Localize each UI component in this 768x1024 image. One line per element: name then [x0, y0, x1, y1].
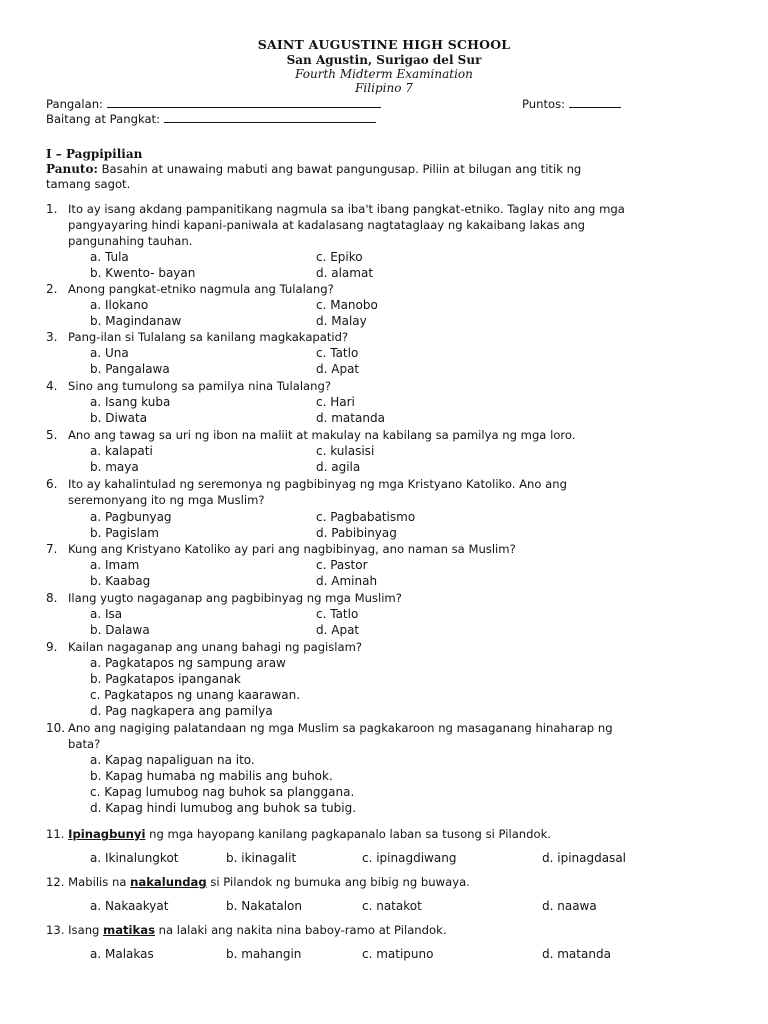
question-pre: Mabilis na: [68, 875, 131, 889]
question-text: pangyayaring hindi kapani-paniwala at kadalasang nagtataglaay ng kakaibang lakas ang: [68, 218, 586, 232]
option-d[interactable]: d. ipinagdasal: [542, 851, 627, 865]
name-field-row: [46, 96, 381, 112]
option-a[interactable]: a. Una: [90, 346, 129, 360]
exam-title: Fourth Midterm Examination: [295, 67, 473, 81]
instruction-line-2: tamang sagot.: [46, 177, 131, 191]
question-text: Ano ang nagiging palatandaan ng mga Muslim sa pagkakaroon ng masaganang hinaharap ng: [68, 721, 613, 735]
question-text: Pang-ilan si Tulalang sa kanilang magkakapatid?: [68, 330, 349, 344]
question-rest: ng mga hayopang kanilang pagkapanalo laban sa tusong si Pilandok.: [145, 827, 551, 841]
option-c[interactable]: c. Pastor: [316, 558, 368, 572]
option-c[interactable]: c. matipuno: [362, 947, 434, 961]
option-d[interactable]: d. Pabibinyag: [316, 526, 397, 540]
question-number: 9.: [46, 640, 58, 654]
option-b[interactable]: b. ikinagalit: [226, 851, 297, 865]
option-b[interactable]: b. Pangalawa: [90, 362, 170, 376]
option-b[interactable]: b. mahangin: [226, 947, 302, 961]
question-number: 6.: [46, 477, 58, 491]
question-text: Kung ang Kristyano Katoliko ay pari ang nagbibinyag, ano naman sa Muslim?: [68, 542, 516, 556]
option-d[interactable]: d. Kapag hindi lumubog ang buhok sa tubig.: [90, 801, 357, 815]
option-d[interactable]: d. Malay: [316, 314, 367, 328]
question-number: 3.: [46, 330, 58, 344]
question-number: 7.: [46, 542, 58, 556]
option-a[interactable]: a. kalapati: [90, 444, 153, 458]
grade-blank[interactable]: [164, 111, 376, 123]
question-rest: si Pilandok ng bumuka ang bibig ng buwaya.: [206, 875, 470, 889]
option-a[interactable]: a. Tula: [90, 250, 129, 264]
question-number: 13.: [46, 923, 65, 937]
question-text: Ano ang tawag sa uri ng ibon na maliit at makulay na kabilang sa pamilya ng mga loro.: [68, 428, 576, 442]
question-number: 11.: [46, 827, 65, 841]
option-c[interactable]: c. Kapag lumubog nag buhok sa planggana.: [90, 785, 355, 799]
question-text: Ito ay isang akdang pampanitikang nagmula sa iba't ibang pangkat-etniko. Taglay nito ang mga: [68, 202, 625, 216]
question-text: Sino ang tumulong sa pamilya nina Tulalang?: [68, 379, 332, 393]
score-label: Puntos:: [522, 97, 566, 111]
question-number: 1.: [46, 202, 58, 216]
option-d[interactable]: d. Apat: [316, 362, 360, 376]
question-number: 5.: [46, 428, 58, 442]
instruction-text: Basahin at unawaing mabuti ang bawat pangungusap. Piliin at bilugan ang titik ng: [97, 162, 582, 176]
option-b[interactable]: b. Kaabag: [90, 574, 151, 588]
underlined-word: matikas: [103, 923, 155, 937]
question-number: 8.: [46, 591, 58, 605]
option-b[interactable]: b. Magindanaw: [90, 314, 182, 328]
question-text: [46, 923, 447, 938]
option-c[interactable]: c. Tatlo: [316, 346, 359, 360]
subject-title: Filipino 7: [355, 81, 413, 95]
option-d[interactable]: d. Aminah: [316, 574, 378, 588]
option-a[interactable]: a. Pagkatapos ng sampung araw: [90, 656, 286, 670]
question-number: 2.: [46, 282, 58, 296]
option-b[interactable]: b. Pagislam: [90, 526, 159, 540]
question-text: Ito ay kahalintulad ng seremonya ng pagbibinyag ng mga Kristyano Katoliko. Ano ang: [68, 477, 567, 491]
question-number: 10.: [46, 721, 66, 735]
instruction-label: Panuto:: [46, 162, 98, 176]
option-b[interactable]: b. Diwata: [90, 411, 148, 425]
question-text: Kailan nagaganap ang unang bahagi ng pagislam?: [68, 640, 363, 654]
option-c[interactable]: c. Manobo: [316, 298, 378, 312]
grade-field-row: [46, 111, 376, 127]
option-d[interactable]: d. matanda: [542, 947, 611, 961]
underlined-word: Ipinagbunyi: [68, 827, 146, 841]
name-label: Pangalan:: [46, 97, 103, 111]
option-a[interactable]: a. Malakas: [90, 947, 154, 961]
option-a[interactable]: a. Kapag napaliguan na ito.: [90, 753, 255, 767]
option-c[interactable]: c. Hari: [316, 395, 355, 409]
option-a[interactable]: a. Isa: [90, 607, 123, 621]
school-name: SAINT AUGUSTINE HIGH SCHOOL: [257, 37, 511, 52]
option-b[interactable]: b. Dalawa: [90, 623, 150, 637]
option-b[interactable]: b. maya: [90, 460, 139, 474]
option-c[interactable]: c. Epiko: [316, 250, 363, 264]
option-b[interactable]: b. Kapag humaba ng mabilis ang buhok.: [90, 769, 333, 783]
question-text: seremonyang ito ng mga Muslim?: [68, 493, 265, 507]
option-c[interactable]: c. natakot: [362, 899, 422, 913]
school-location: San Agustin, Surigao del Sur: [286, 53, 482, 67]
question-text: Ilang yugto nagaganap ang pagbibinyag ng mga Muslim?: [68, 591, 402, 605]
score-field-row: [522, 96, 621, 112]
option-b[interactable]: b. Nakatalon: [226, 899, 303, 913]
question-text: [46, 875, 470, 890]
option-a[interactable]: a. Imam: [90, 558, 140, 572]
option-c[interactable]: c. Pagbabatismo: [316, 510, 416, 524]
option-a[interactable]: a. Isang kuba: [90, 395, 171, 409]
name-blank[interactable]: [107, 96, 381, 108]
question-number: 12.: [46, 875, 65, 889]
instruction-line: [46, 162, 581, 177]
question-text: [46, 827, 551, 842]
score-blank[interactable]: [569, 96, 621, 108]
option-b[interactable]: b. Kwento- bayan: [90, 266, 196, 280]
question-text: bata?: [68, 737, 101, 751]
question-number: 4.: [46, 379, 58, 393]
option-a[interactable]: a. Ilokano: [90, 298, 149, 312]
question-rest: na lalaki ang nakita nina baboy-ramo at Pilandok.: [154, 923, 447, 937]
option-d[interactable]: d. naawa: [542, 899, 597, 913]
question-text: pangunahing tauhan.: [68, 234, 193, 248]
option-a[interactable]: a. Ikinalungkot: [90, 851, 179, 865]
option-d[interactable]: d. alamat: [316, 266, 374, 280]
option-d[interactable]: d. Apat: [316, 623, 360, 637]
option-b[interactable]: b. Pagkatapos ipanganak: [90, 672, 241, 686]
question-text: Anong pangkat-etniko nagmula ang Tulalang?: [68, 282, 334, 296]
section-title: I – Pagpipilian: [46, 147, 143, 161]
option-a[interactable]: a. Pagbunyag: [90, 510, 172, 524]
option-d[interactable]: d. matanda: [316, 411, 385, 425]
option-c[interactable]: c. Tatlo: [316, 607, 359, 621]
option-d[interactable]: d. Pag nagkapera ang pamilya: [90, 704, 273, 718]
option-c[interactable]: c. ipinagdiwang: [362, 851, 457, 865]
underlined-word: nakalundag: [130, 875, 207, 889]
option-c[interactable]: c. kulasisi: [316, 444, 375, 458]
grade-label: Baitang at Pangkat:: [46, 112, 161, 126]
option-a[interactable]: a. Nakaakyat: [90, 899, 169, 913]
option-d[interactable]: d. agila: [316, 460, 361, 474]
option-c[interactable]: c. Pagkatapos ng unang kaarawan.: [90, 688, 301, 702]
question-pre: Isang: [68, 923, 104, 937]
